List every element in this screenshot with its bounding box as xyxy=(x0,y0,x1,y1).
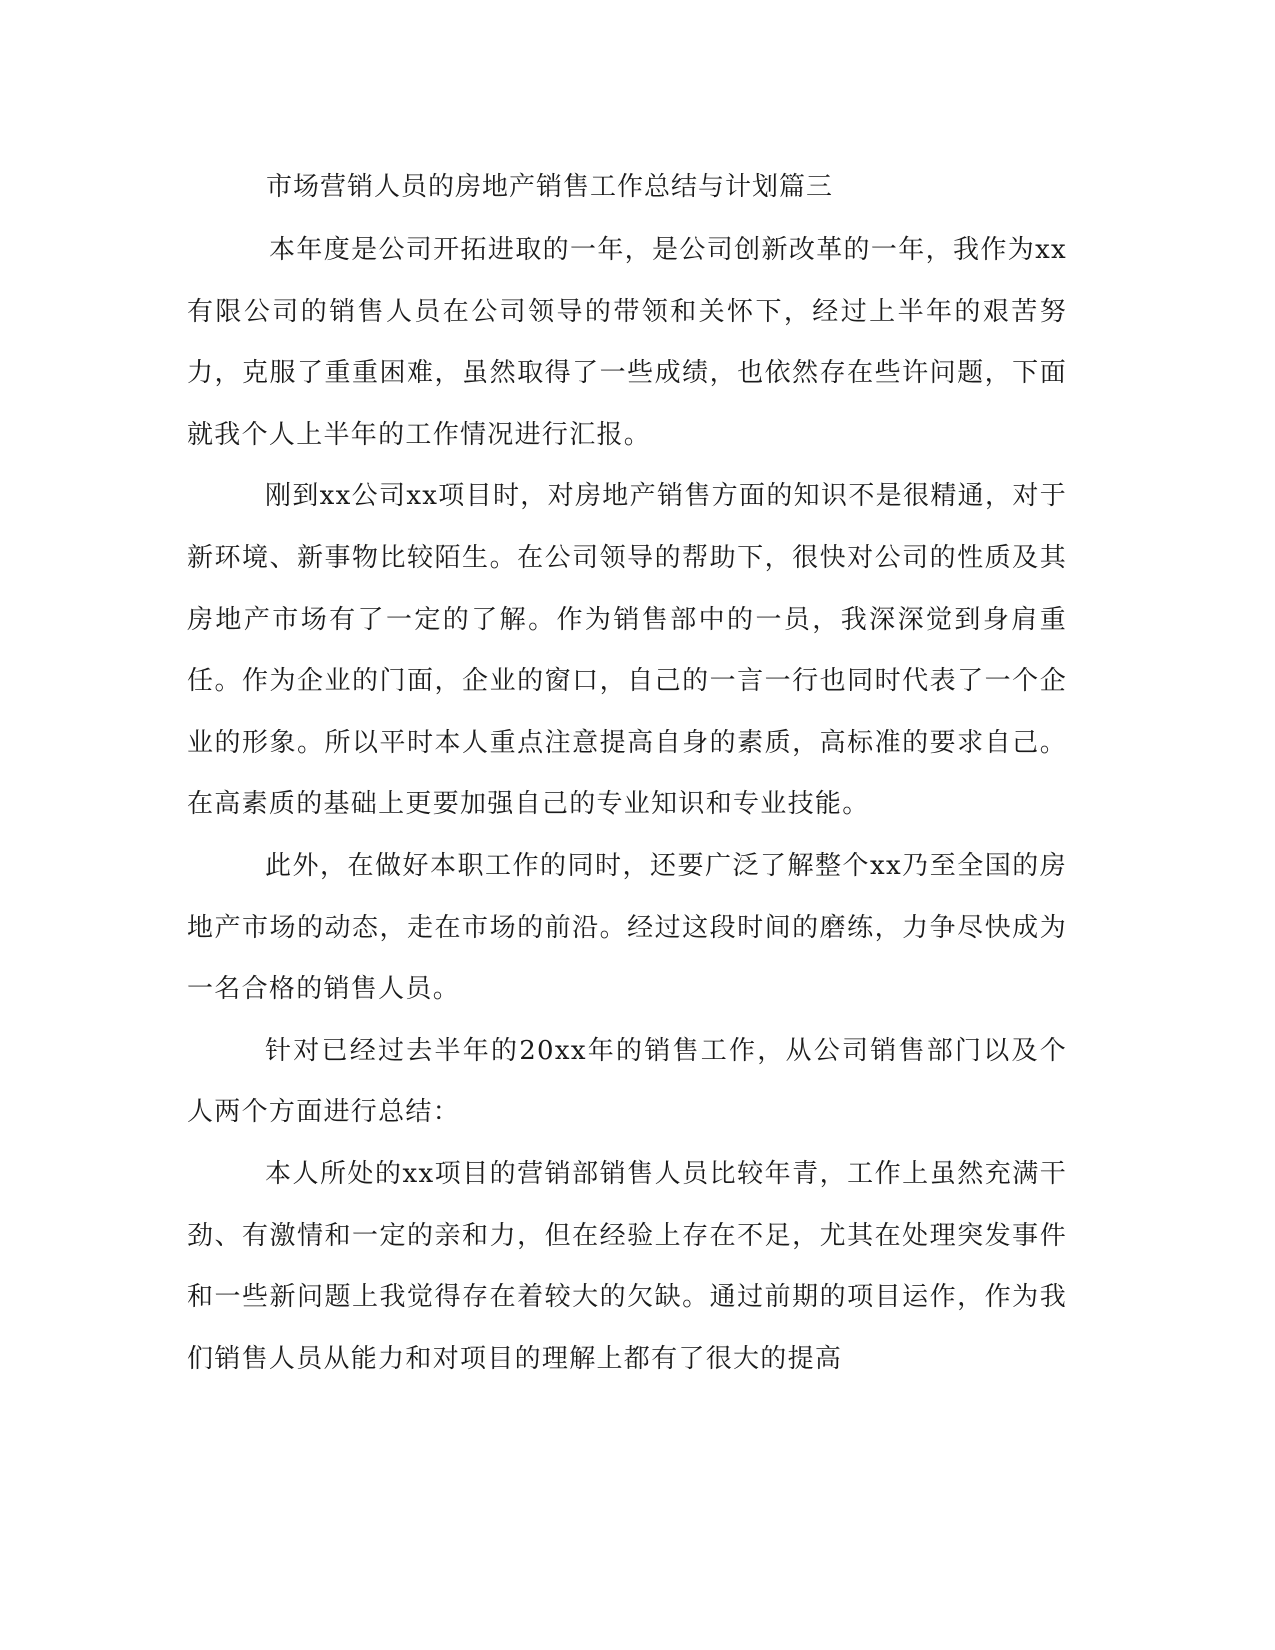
paragraph-market: 此外，在做好本职工作的同时，还要广泛了解整个xx乃至全国的房地产市场的动态，走在市场的前沿。经过这段时间的磨练，力争尽快成为一名合格的销售人员。 xyxy=(187,850,1067,1005)
paragraph-summary-intro: 针对已经过去半年的20xx年的销售工作，从公司销售部门以及个人两个方面进行总结： xyxy=(187,1035,1067,1128)
document-title: 市场营销人员的房地产销售工作总结与计划篇三 xyxy=(266,172,834,202)
document-body xyxy=(187,220,1067,1390)
paragraph-team: 本人所处的xx项目的营销部销售人员比较年青，工作上虽然充满干劲、有激情和一定的亲和力，但在经验上存在不足，尤其在处理突发事件和一些新问题上我觉得存在着较大的欠缺。通过前期的项目运作，作为我们销售人员从能力和对项目的理解上都有了很大的提高 xyxy=(187,1158,1067,1374)
paragraph-intro: 本年度是公司开拓进取的一年，是公司创新改革的一年，我作为xx有限公司的销售人员在公司领导的带领和关怀下，经过上半年的艰苦努力，克服了重重困难，虽然取得了一些成绩，也依然存在些许问题，下面就我个人上半年的工作情况进行汇报。 xyxy=(187,235,1067,450)
paragraph-arrival: 刚到xx公司xx项目时，对房地产销售方面的知识不是很精通，对于新环境、新事物比较陌生。在公司领导的帮助下，很快对公司的性质及其房地产市场有了一定的了解。作为销售部中的一员，我深深觉到身肩重任。作为企业的门面，企业的窗口，自己的一言一行也同时代表了一个企业的形象。所以平时本人重点注意提高自身的素质，高标准的要求自己。在高素质的基础上更要加强自己的专业知识和专业技能。 xyxy=(187,481,1067,820)
